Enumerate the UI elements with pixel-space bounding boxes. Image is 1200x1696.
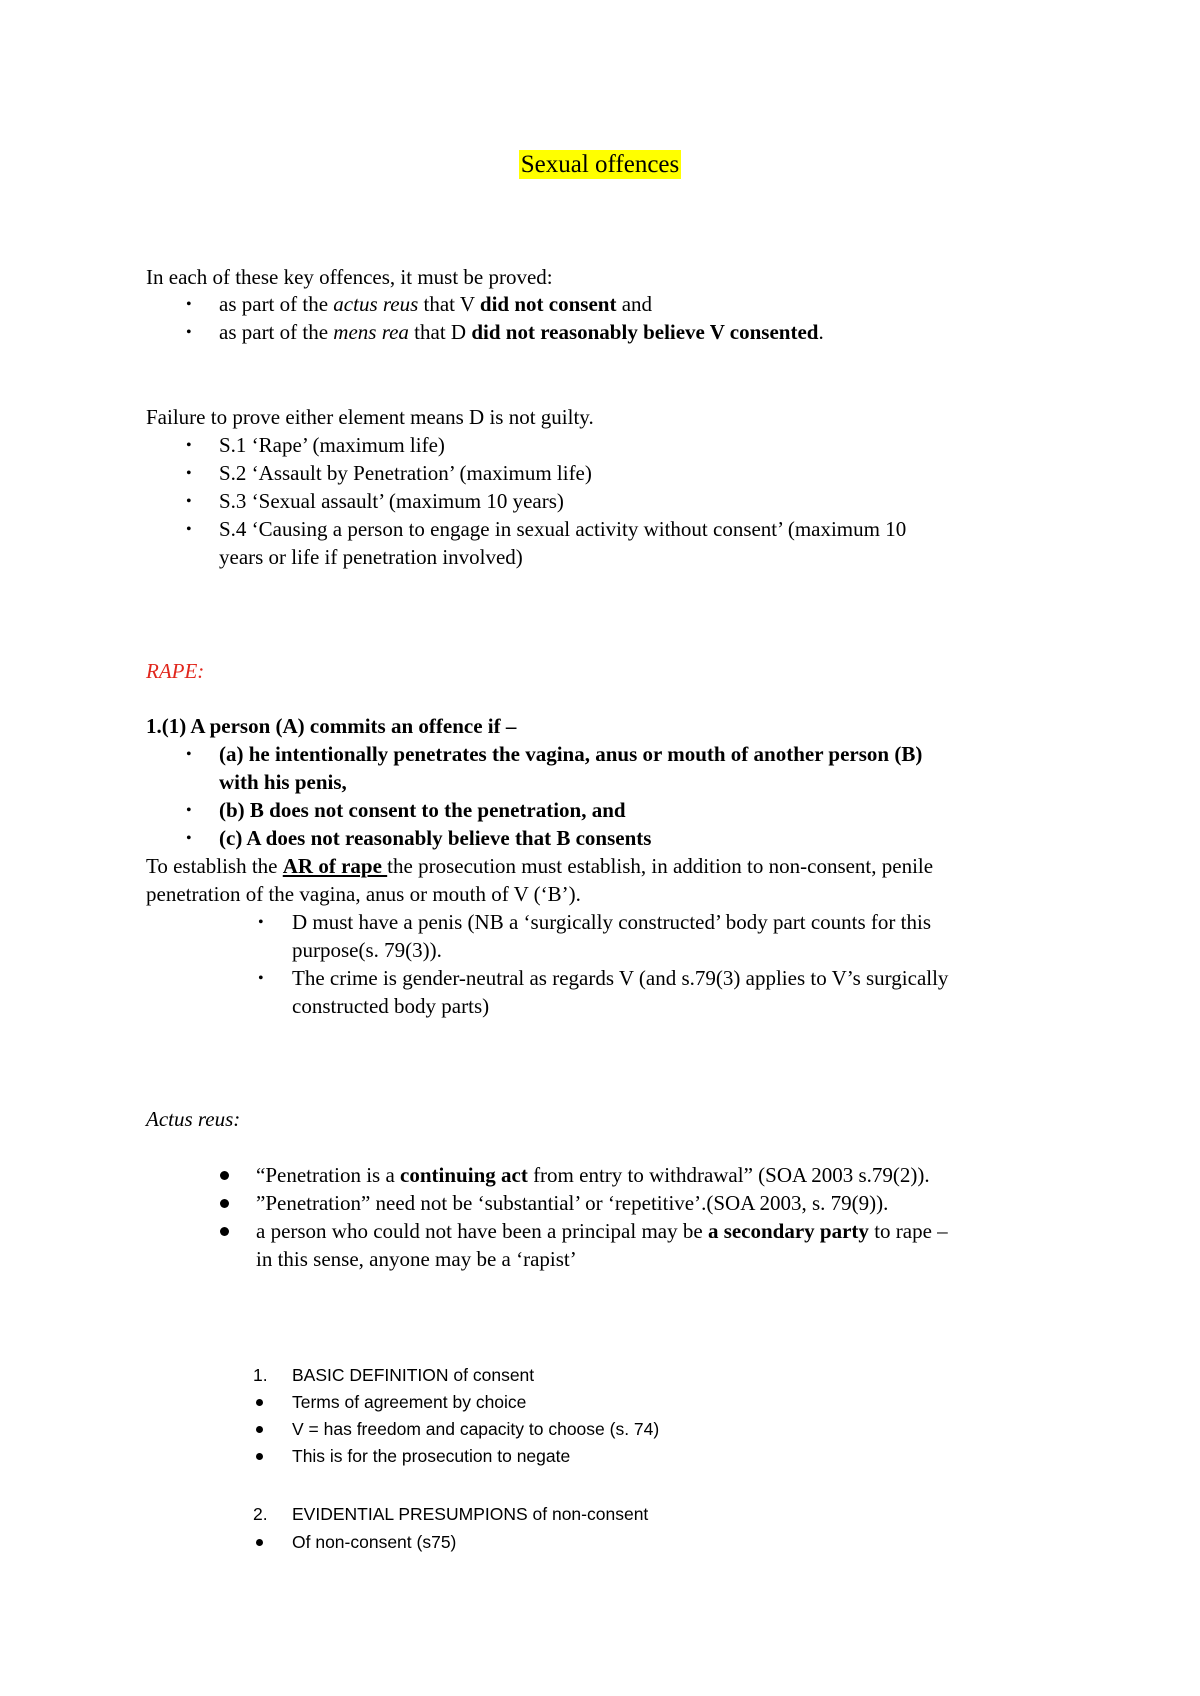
bullet-dot (256, 1399, 263, 1406)
ar-point-penis: D must have a penis (NB a ‘surgically constructed’ body part counts for this (292, 910, 931, 934)
ar-point-gender-cont: constructed body parts) (292, 994, 490, 1018)
statute-b: (b) B does not consent to the penetration, and (219, 798, 626, 822)
establish-line-2: penetration of the vagina, anus or mouth of V (‘B’). (146, 882, 581, 906)
offence-item: S.4 ‘Causing a person to engage in sexual activity without consent’ (maximum 10 (219, 517, 907, 541)
rape-heading: RAPE: (146, 659, 205, 683)
statute-a-cont: with his penis, (219, 770, 347, 794)
bullet-dot (256, 1539, 263, 1546)
bullet: • (186, 802, 192, 819)
failure-line: Failure to prove either element means D is not guilty. (146, 405, 594, 429)
bullet: • (186, 521, 192, 538)
bullet: • (186, 296, 192, 313)
basic-item: This is for the prosecution to negate (292, 1446, 571, 1466)
intro-line: In each of these key offences, it must be proved: (146, 265, 553, 289)
actus-item-secondary: a person who could not have been a principal may be a secondary party to rape – (256, 1219, 948, 1243)
list-number: 1. (253, 1365, 268, 1385)
basic-item: Terms of agreement by choice (292, 1392, 527, 1412)
bullet-dot (220, 1199, 229, 1208)
intro-bullet-mens: as part of the mens rea that D did not reasonably believe V consented. (219, 320, 824, 344)
bullet: • (258, 970, 264, 987)
offence-item-cont: years or life if penetration involved) (219, 545, 523, 569)
statute-c: (c) A does not reasonably believe that B consents (219, 826, 652, 850)
offence-item: S.1 ‘Rape’ (maximum life) (219, 433, 445, 457)
statute-a: (a) he intentionally penetrates the vagina, anus or mouth of another person (B) (219, 742, 923, 766)
bullet: • (186, 437, 192, 454)
bullet: • (186, 746, 192, 763)
actus-item-substantial: ”Penetration” need not be ‘substantial’ or ‘repetitive’.(SOA 2003, s. 79(9)). (256, 1191, 889, 1215)
bullet-dot (256, 1453, 263, 1460)
establish-line: To establish the AR of rape the prosecution must establish, in addition to non-consent, penile (146, 854, 934, 878)
bullet-dot (220, 1227, 229, 1236)
actus-item-secondary-cont: in this sense, anyone may be a ‘rapist’ (256, 1247, 577, 1271)
actus-item-continuing: “Penetration is a continuing act from entry to withdrawal” (SOA 2003 s.79(2)). (256, 1163, 930, 1187)
ar-point-penis-cont: purpose(s. 79(3)). (292, 938, 442, 962)
basic-definition-heading: BASIC DEFINITION of consent (292, 1365, 535, 1385)
offence-item: S.3 ‘Sexual assault’ (maximum 10 years) (219, 489, 564, 513)
evidential-heading: EVIDENTIAL PRESUMPIONS of non-consent (292, 1504, 649, 1524)
page-title: Sexual offences (520, 151, 680, 178)
ar-point-gender: The crime is gender-neutral as regards V (and s.79(3) applies to V’s surgically (292, 966, 949, 990)
evidential-item: Of non-consent (s75) (292, 1532, 457, 1552)
bullet: • (186, 465, 192, 482)
bullet: • (186, 830, 192, 847)
bullet: • (186, 493, 192, 510)
bullet-dot (256, 1426, 263, 1433)
basic-item: V = has freedom and capacity to choose (s. 74) (292, 1419, 660, 1439)
list-number: 2. (253, 1504, 268, 1524)
bullet: • (258, 914, 264, 931)
bullet-dot (220, 1171, 229, 1180)
bullet: • (186, 324, 192, 341)
intro-bullet-actus: as part of the actus reus that V did not consent and (219, 292, 653, 316)
actus-reus-heading: Actus reus: (146, 1107, 241, 1131)
offence-item: S.2 ‘Assault by Penetration’ (maximum life) (219, 461, 592, 485)
statute-lead: 1.(1) A person (A) commits an offence if – (146, 714, 517, 738)
